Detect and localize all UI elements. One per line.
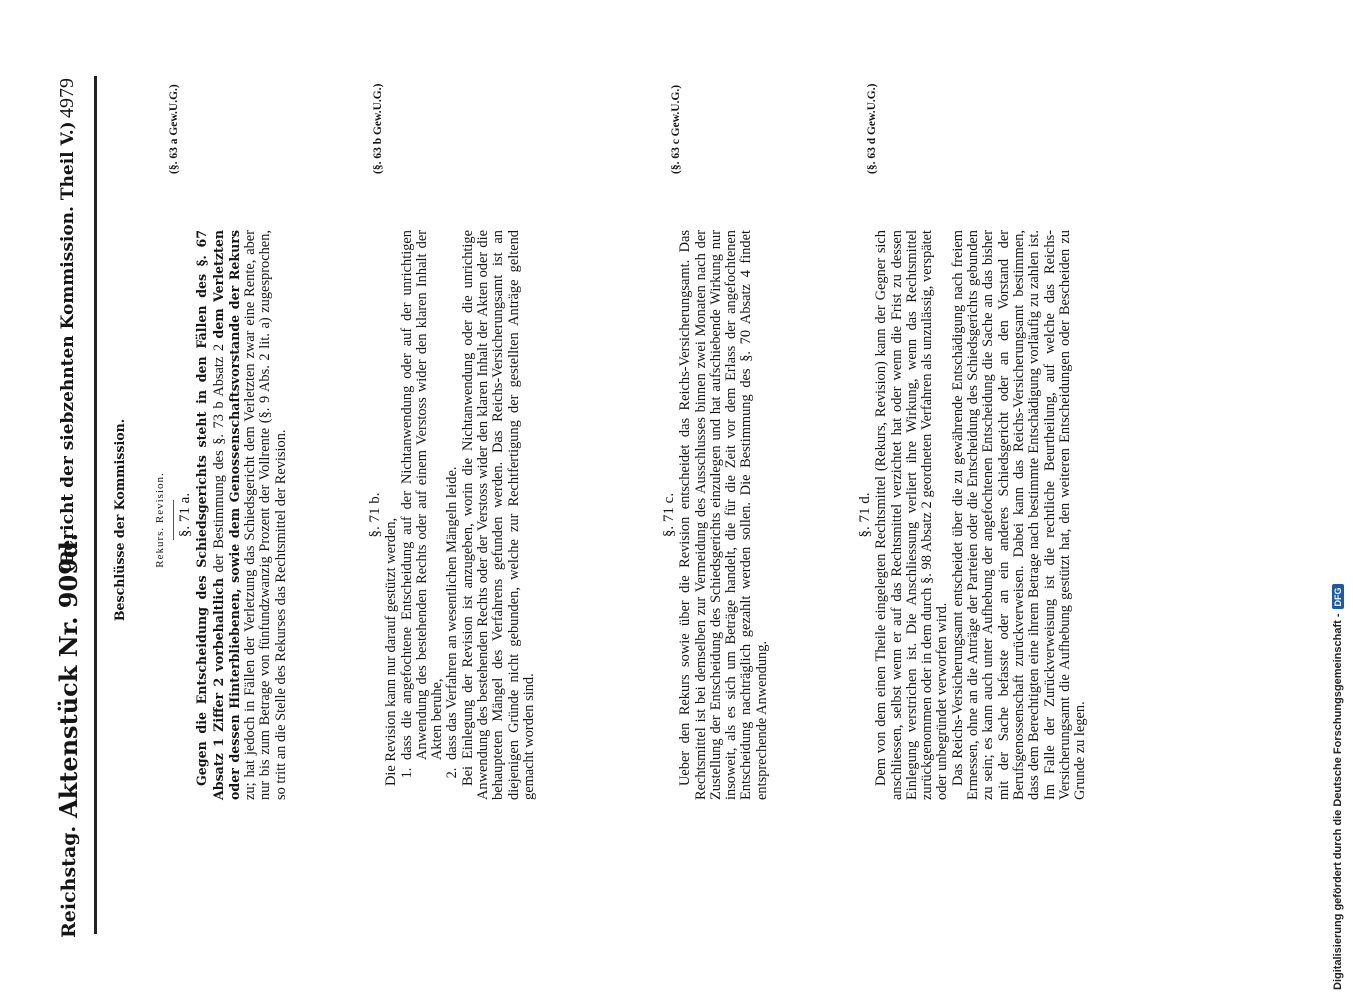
- digitization-text: Digitalisierung gefördert durch die Deutsche Forschungsgemeinschaft -: [1332, 613, 1344, 990]
- header-report-title: (Bericht der siebzehnten Kommission. Theil V.): [58, 121, 78, 573]
- section-heading: §. 71 d.: [857, 492, 873, 538]
- dfg-logo: DFG: [1332, 584, 1344, 609]
- fraktur-text: dem Verletzten oder dessen Hinterbliebenen, sowie dem Genossenschaftsvorstande der Rekurs: [210, 230, 242, 800]
- list-item: 1. dass die angefochtene Entscheidung auf der Nichtanwendung oder auf der unrichtigen Anwendung des bestehenden Rechts oder auf einem Verstoss wider den klaren Inhalt der Akten beruhe,: [400, 230, 446, 764]
- column-title: Beschlüsse der Kommission.: [112, 418, 127, 622]
- section-71d: [858, 230, 1088, 800]
- section-71b: [368, 230, 537, 800]
- paragraph-text: der Bestimmung des §. 73 b Absatz 2: [210, 338, 227, 578]
- rotated-page: [0, 40, 1240, 1000]
- subheading: Rekurs. Revision.: [154, 472, 166, 568]
- section-paragraph: Das Reichs-Versicherungsamt entscheidet über die zu gewährende Entschädigung nach freiem Ermessen, ohne an die Anträge der Parteien oder die Entscheidung des Schiedsgerichts gebunden zu sein; es kann auch unter Aufhebung der angefochtenen Entscheidung die Sache an das bisher mit der Sache befasste oder an ein anderes Schiedsgericht oder an den Vorstand der Berufsgenossenschaft zurückverweisen. Dabei kann das Reichs-Versicherungsamt bestimmen, dass dem Berechtigten eine ihrem Betrage nach bestimmte Entschädigung vorläufig zu zahlen ist. Im Falle der Zurückverweisung ist die rechtliche Beurtheilung, auf welche das Reichs-Versicherungsamt die Aufhebung gestützt hat, den weiteren Entscheidungen oder Bescheiden zu Grunde zu legen.: [949, 230, 1089, 800]
- header-document-number: Aktenstück Nr. 909d.: [54, 532, 83, 818]
- margin-note-63c: (§. 63 c Gew.U.G.): [670, 84, 682, 174]
- header-reichstag: Reichstag.: [58, 825, 80, 938]
- revision-grounds-list: [400, 230, 461, 800]
- section-intro: Die Revision kann nur darauf gestützt werden,: [383, 517, 400, 786]
- subheading-rule: [173, 500, 174, 540]
- section-71a: [178, 230, 289, 800]
- margin-note-63d: (§. 63 d Gew.U.G.): [866, 83, 878, 174]
- section-paragraph: Bei Einlegung der Revision ist anzugeben, worin die Nichtanwendung oder die unrichtige Anwendung des bestehenden Rechts oder der Verstoss wider den klaren Inhalt der Akten oder die behaupteten Mängel des Verfahrens gefunden werden. Das Reichs-Versicherungsamt ist an diejenigen Gründe nicht gebunden, welche zur Rechtfertigung der gestellten Anträge geltend gemacht worden sind.: [459, 230, 537, 800]
- page-number: 4979: [56, 78, 78, 118]
- margin-note-63b: (§. 63 b Gew.U.G.): [372, 83, 384, 174]
- section-71c: [662, 230, 770, 800]
- section-paragraph: Ueber den Rekurs sowie über die Revision entscheidet das Reichs-Versicherungsamt. Das Rechtsmittel ist bei demselben zur Vermeidung des Ausschlusses binnen zwei Monaten nach der Zustellung der Entscheidung des Schiedsgerichts einzulegen und hat aufschiebende Wirkung nur insoweit, als es sich um Beträge handelt, die für die Zeit vor dem Erlass der angefochtenen Entscheidung nachträglich gezahlt werden sollen. Die Bestimmung des §. 70 Absatz 4 findet entsprechende Anwendung.: [677, 230, 770, 800]
- list-item: 2. dass das Verfahren an wesentlichen Mängeln leide.: [445, 230, 460, 764]
- page-header: [54, 78, 94, 938]
- section-heading: §. 71 c.: [661, 492, 677, 538]
- paragraph-text: zu; hat jedoch in Fällen der Verletzung das Schiedsgericht dem Verletzten zwar eine Rente, aber nur bis zum Betrage von fünfundzwanzig Prozent der Vollrente (§. 9 Abs. 2 lit. a) zugesprochen, so tritt an die Stelle des Rekurses das Rechtsmittel der Revision.: [242, 230, 289, 800]
- section-heading: §. 71 a.: [177, 492, 193, 538]
- section-paragraph: [194, 230, 289, 800]
- fraktur-text: Gegen die Entscheidung des Schiedsgerichts steht in den Fällen des §. 67 Absatz 1 Ziffer 2 vorbehaltlich: [194, 230, 226, 800]
- section-heading: §. 71 b.: [367, 492, 383, 538]
- section-paragraph: Dem von dem einen Theile eingelegten Rechtsmittel (Rekurs, Revision) kann der Gegner sich anschliessen, selbst wenn er auf das Rechtsmittel verzichtet hat oder wenn die Frist zu dessen Einlegung verstrichen ist. Die Anschliessung verliert ihre Wirkung, wenn das Rechtsmittel zurückgenommen oder in dem durch §. 98 Absatz 2 geordneten Verfahren als unzulässig, verspätet oder unbegründet verworfen wird.: [873, 230, 951, 800]
- header-rule: [94, 76, 97, 934]
- digitization-note: [1330, 10, 1346, 990]
- margin-note-63a: (§. 63 a Gew.U.G.): [168, 84, 180, 174]
